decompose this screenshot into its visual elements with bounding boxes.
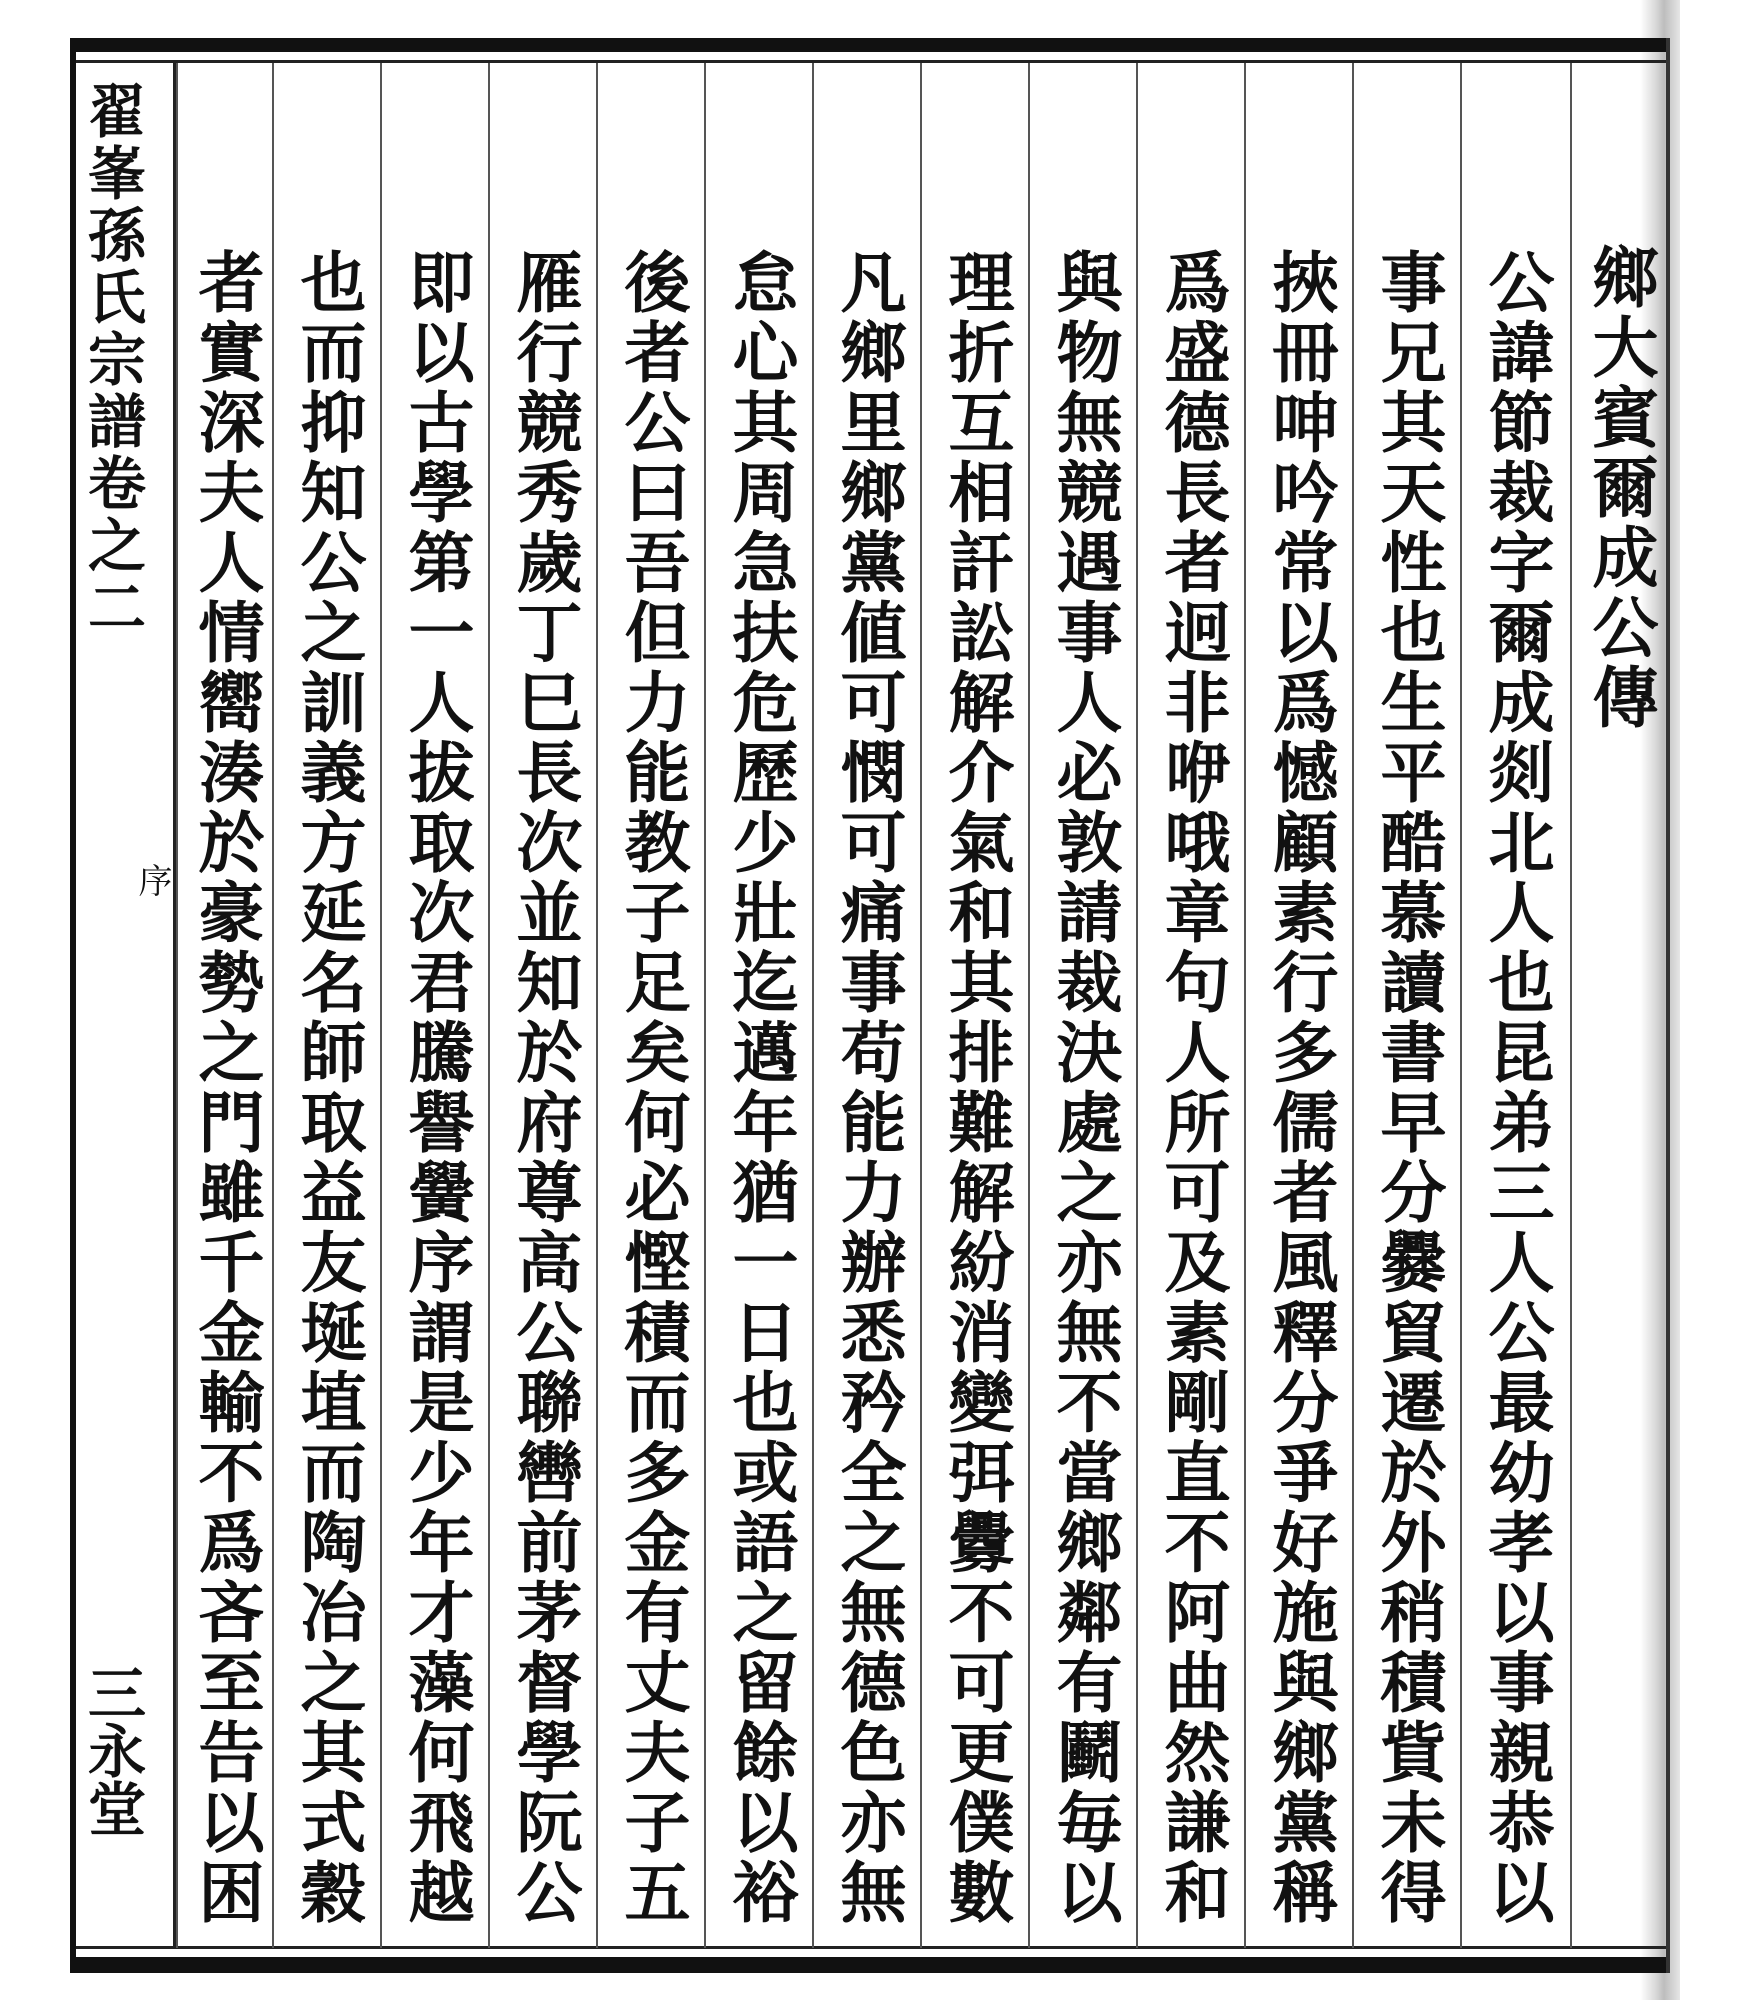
text-column bbox=[488, 63, 598, 1948]
hall-name: 三永堂 bbox=[78, 1663, 146, 1837]
top-border-rule bbox=[70, 38, 1670, 52]
text-line: 理折互相訐訟解介氣和其排難解紛消變弭釁不可更僕數 bbox=[937, 248, 1015, 1928]
fold-column bbox=[76, 63, 176, 1948]
bottom-border-rule bbox=[70, 1957, 1670, 1973]
text-line: 者實深夫人情嚮湊於豪勢之門雖千金輸不爲吝至告以困 bbox=[187, 248, 265, 1928]
volume-number: 卷之二 bbox=[78, 453, 146, 639]
text-column bbox=[1244, 63, 1354, 1948]
text-line: 爲盛德長者迥非咿哦章句人所可及素剛直不阿曲然謙和 bbox=[1153, 248, 1231, 1928]
section-label: 序 bbox=[132, 863, 172, 897]
text-line: 怠心其周急扶危歷少壯迄邁年猶一日也或語之留餘以裕 bbox=[721, 248, 799, 1928]
text-column-title bbox=[1570, 63, 1668, 1948]
text-line: 公諱節裁字爾成剡北人也昆弟三人公最幼孝以事親恭以 bbox=[1477, 248, 1555, 1928]
text-column bbox=[704, 63, 814, 1948]
print-frame bbox=[70, 38, 1670, 1973]
book-title-text: 翟峯孫氏宗譜 bbox=[78, 81, 146, 453]
text-column bbox=[380, 63, 490, 1948]
text-column bbox=[1460, 63, 1570, 1948]
text-column bbox=[596, 63, 706, 1948]
text-line: 與物無競遇事人必敦請裁決處之亦無不當鄉鄰有鬬毎以 bbox=[1045, 248, 1123, 1928]
biography-title: 鄉大賓爾成公傳 bbox=[1581, 243, 1659, 733]
text-line: 雁行競秀歲丁巳長次並知於府尊高公聯轡前茅督學阮公 bbox=[505, 248, 583, 1928]
text-column bbox=[1136, 63, 1246, 1948]
text-column bbox=[176, 63, 274, 1948]
text-column bbox=[812, 63, 922, 1948]
text-line: 凡鄉里鄉黨値可憫可痛事苟能力辦悉矜全之無德色亦無 bbox=[829, 248, 907, 1928]
text-column bbox=[920, 63, 1030, 1948]
text-line: 即以古學第一人拔取次君騰譽黌序謂是少年才藻何飛越 bbox=[397, 248, 475, 1928]
text-line: 也而抑知公之訓義方延名師取益友埏埴而陶冶之其式穀 bbox=[289, 248, 367, 1928]
text-line: 事兄其天性也生平酷慕讀書早分爨貿遷於外稍積貲未得 bbox=[1369, 248, 1447, 1928]
text-line: 後者公曰吾但力能教子足矣何必慳積而多金有丈夫子五 bbox=[613, 248, 691, 1928]
text-line: 挾冊呻吟常以爲憾顧素行多儒者風釋分爭好施與鄉黨稱 bbox=[1261, 248, 1339, 1928]
book-title bbox=[78, 81, 146, 639]
text-column bbox=[272, 63, 382, 1948]
text-column bbox=[1028, 63, 1138, 1948]
text-column bbox=[1352, 63, 1462, 1948]
